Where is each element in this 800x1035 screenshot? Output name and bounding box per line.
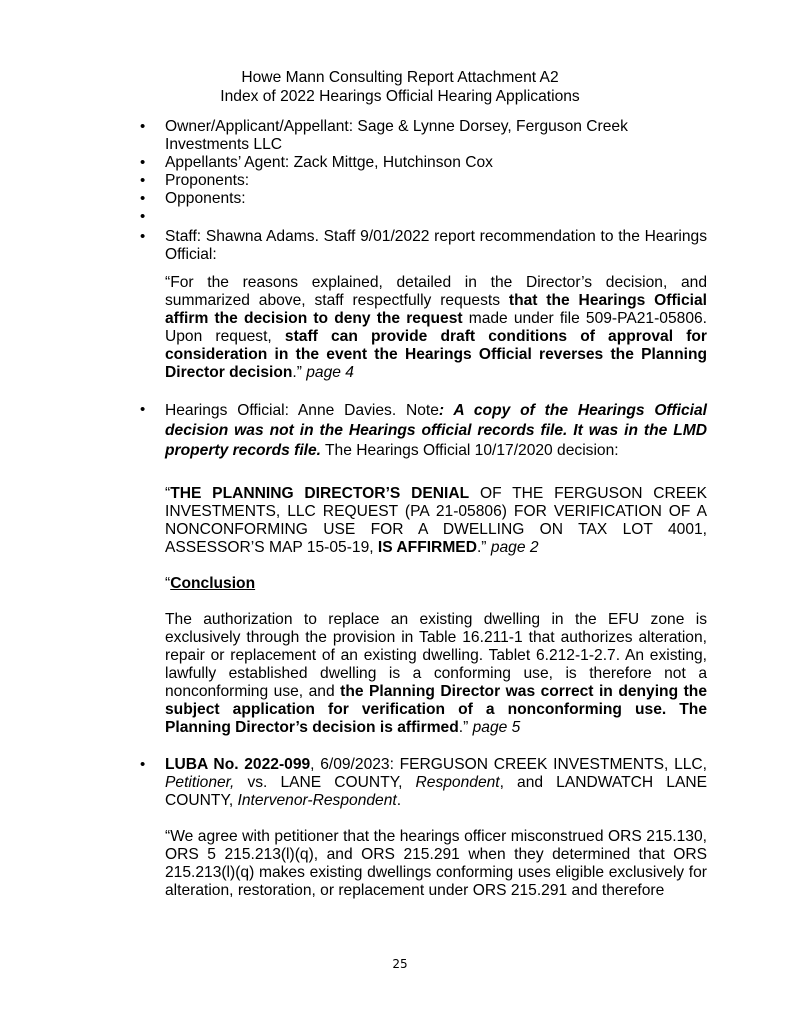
hearings-denial-quote: “THE PLANNING DIRECTOR’S DENIAL OF THE FERGUSON CREEK INVESTMENTS, LLC REQUEST (PA 21-05806) FOR VERIFICATION OF A NONCONFORMING USE FOR A DWELLING ON TAX LOT 4001, ASSESSOR’S MAP 15-05-19, IS AFFIRMED.” page 2 [165, 485, 707, 556]
luba-case-header: • LUBA No. 2022-099, 6/09/2023: FERGUSON CREEK INVESTMENTS, LLC, Petitioner, vs. LANE COUNTY, Respondent, and LANDWATCH LANE COUNTY, Intervenor-Respondent. [165, 756, 708, 809]
conclusion-text: The authorization to replace an existing dwelling in the EFU zone is exclusively through the provision in Table 16.211-1 that authorizes alteration, repair or replacement of an existing dwelling. Tablet 6.212-1-2.7. An existing, lawfully established dwelling is a conforming use, is therefore not a nonconforming use, and the Planning Director was correct in denying the subject application for verification of a nonconforming use. The Planning Director’s decision is affirmed.” page 5 [165, 611, 707, 736]
page-reference: page 2 [490, 539, 539, 556]
list-item-proponents: • Proponents: [140, 172, 707, 190]
list-item-opponents: • Opponents: [140, 190, 707, 208]
hearing-index-list [140, 118, 707, 900]
header-subtitle: Index of 2022 Hearings Official Hearing Applications [220, 88, 580, 105]
list-item-luba [140, 756, 707, 900]
list-item-staff [140, 228, 707, 382]
page-reference: page 5 [472, 719, 521, 736]
staff-intro: • Staff: Shawna Adams. Staff 9/01/2022 report recommendation to the Hearings Official: [165, 228, 707, 263]
staff-quote: “For the reasons explained, detailed in the Director’s decision, and summarized above, staff respectfully requests that the Hearings Official affirm the decision to deny the request made under file 509-PA21-05806. Upon request, staff can provide draft conditions of approval for consideration in the event the Hearings Official reverses the Planning Director decision.” page 4 [165, 274, 707, 381]
list-item-owner: • Owner/Applicant/Appellant: Sage & Lynne Dorsey, Ferguson Creek Investments LLC [140, 118, 707, 154]
list-spacer [140, 208, 707, 228]
list-item-hearings-official [140, 401, 707, 737]
hearings-intro: • Hearings Official: Anne Davies. Note: A copy of the Hearings Official decision was not in the Hearings official records file. It was in the LMD property records file. The Hearings Official 10/17/2020 decision: [165, 402, 707, 459]
page-number: 25 [392, 957, 408, 971]
header-title: Howe Mann Consulting Report Attachment A2 [241, 69, 559, 86]
list-item-agent: • Appellants’ Agent: Zack Mittge, Hutchinson Cox [140, 154, 707, 172]
conclusion-heading: “Conclusion [165, 575, 256, 592]
page-reference: page 4 [306, 364, 354, 381]
luba-quote: “We agree with petitioner that the hearings officer misconstrued ORS 215.130, ORS 5 215.213(l)(q), and ORS 215.291 when they determined that ORS 215.213(l)(q) makes existing dwellings conforming uses eligible exclusively for alteration, restoration, or replacement under ORS 215.291 and therefore [165, 828, 707, 899]
report-header [0, 68, 800, 106]
